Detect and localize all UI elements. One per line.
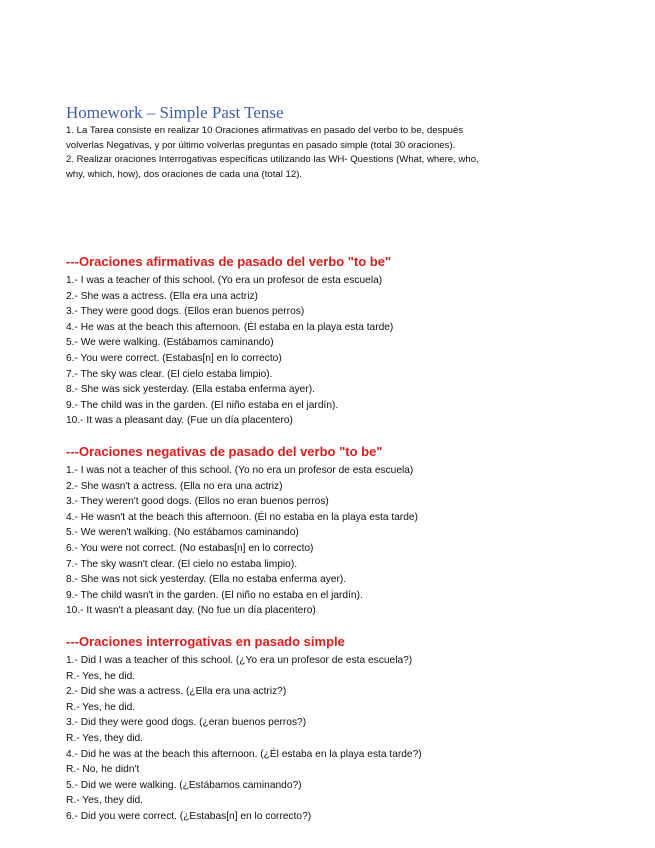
sentence-line: 6.- You were not correct. (No estabas[n] en lo correcto) [66, 542, 314, 554]
sentence-line: 1.- I was a teacher of this school. (Yo era un profesor de esta escuela) [66, 275, 383, 286]
sentence-line: 2.- She wasn't a actress. (Ella no era una actriz) [66, 480, 283, 492]
sentence-line: 2.- She was a actress. (Ella era una actriz) [66, 290, 258, 302]
sentence-line: 6.- You were correct. (Estabas[n] en lo correcto) [66, 352, 282, 364]
answer-line: R.- Yes, they did. [66, 795, 144, 807]
sentence-line: 4.- He was at the beach this afternoon. (Él estaba en la playa esta tarde) [66, 321, 394, 333]
sentence-line: 3.- They weren't good dogs. (Ellos no eran buenos perros) [66, 496, 329, 508]
sentence-line: 9.- The child was in the garden. (El niño estaba en el jardín). [66, 399, 339, 411]
sentence-line: 5.- We weren't walking. (No estábamos caminando) [66, 527, 299, 539]
sentence-line: 10.- It was a pleasant day. (Fue un día placentero) [66, 415, 293, 427]
sentence-line: 1.- Did I was a teacher of this school. (¿Yo era un profesor de esta escuela?) [66, 655, 413, 666]
sentence-line: 5.- We were walking. (Estábamos caminando) [66, 337, 274, 349]
instruction-2: 2. Realizar oraciones Interrogativas específicas utilizando las WH- Questions (What, where, who, why, which, how), dos oraciones de cada una (total 12). [66, 154, 479, 180]
sentence-line: 2.- Did she was a actress. (¿Ella era una actriz?) [66, 686, 287, 698]
sentence-line: 7.- The sky wasn't clear. (El cielo no estaba limpio). [66, 558, 298, 570]
sentence-line: 8.- She was not sick yesterday. (Ella no estaba enferma ayer). [66, 574, 347, 586]
sentence-line: 10.- It wasn't a pleasant day. (No fue un día placentero) [66, 605, 316, 617]
sentence-line: 9.- The child wasn't in the garden. (El niño no estaba en el jardín). [66, 589, 363, 601]
sentence-line: 7.- The sky was clear. (El cielo estaba limpio). [66, 368, 273, 380]
answer-line: R.- Yes, he did. [66, 701, 136, 713]
section-negative [66, 443, 606, 619]
answer-line: R.- No, he didn't [66, 764, 140, 776]
sentence-line: 5.- Did we were walking. (¿Estábamos caminando?) [66, 779, 302, 791]
sentence-line: 3.- They were good dogs. (Ellos eran buenos perros) [66, 306, 305, 318]
section-heading: ---Oraciones afirmativas de pasado del verbo "to be" [66, 254, 392, 269]
document-title: Homework – Simple Past Tense [66, 103, 284, 122]
section-heading: ---Oraciones negativas de pasado del verbo "to be" [66, 444, 383, 459]
sentence-line: 8.- She was sick yesterday. (Ella estaba enferma ayer). [66, 384, 315, 396]
section-heading: ---Oraciones interrogativas en pasado simple [66, 634, 345, 649]
instruction-1: 1. La Tarea consiste en realizar 10 Oraciones afirmativas en pasado del verbo to be, después volverlas Negativas, y por último volverlas preguntas en pasado simple (total 30 oraciones). [66, 125, 464, 151]
sentence-line: 6.- Did you were correct. (¿Estabas[n] en lo correcto?) [66, 810, 312, 822]
sentence-line: 4.- He wasn't at the beach this afternoon. (Él no estaba en la playa esta tarde) [66, 511, 418, 523]
section-interrogative [66, 633, 606, 825]
sentence-line: 1.- I was not a teacher of this school. (Yo no era un profesor de esta escuela) [66, 465, 414, 476]
sentence-line: 4.- Did he was at the beach this afternoon. (¿Él estaba en la playa esta tarde?) [66, 748, 422, 760]
answer-line: R.- Yes, they did. [66, 732, 144, 744]
sentence-line: 3.- Did they were good dogs. (¿eran buenos perros?) [66, 717, 307, 729]
answer-line: R.- Yes, he did. [66, 670, 136, 682]
section-affirmative [66, 253, 606, 429]
instructions [66, 124, 496, 182]
